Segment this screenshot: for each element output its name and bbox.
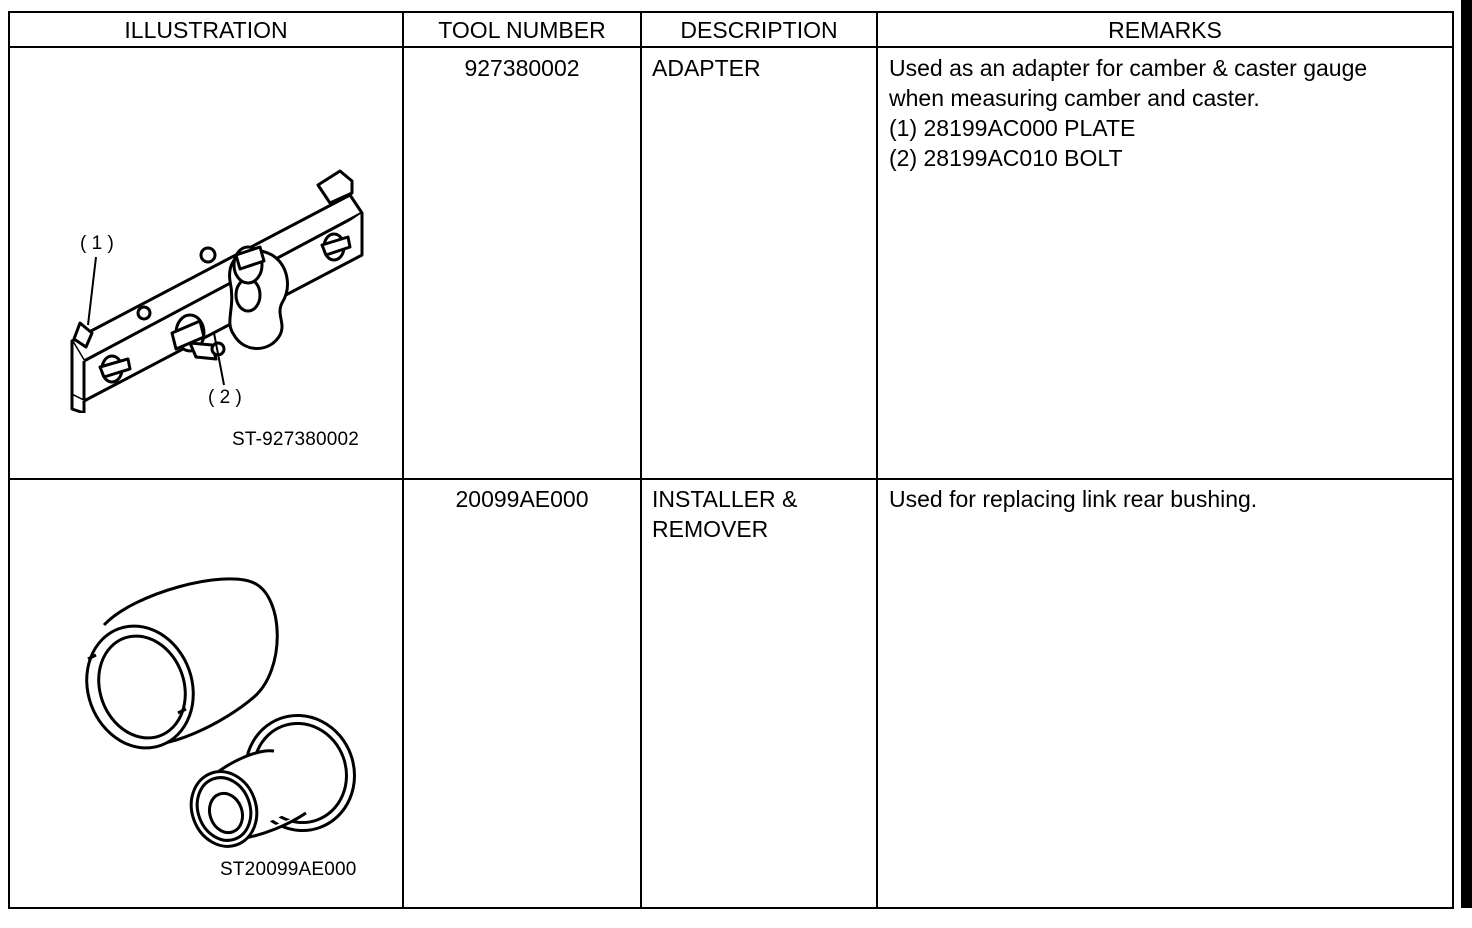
remarks-2 xyxy=(889,484,1449,514)
description-line: ADAPTER xyxy=(652,55,761,81)
callout-1: ( 1 ) xyxy=(80,233,114,254)
callout-1-leader xyxy=(80,255,120,335)
tool-number-2: 20099AE000 xyxy=(455,486,589,512)
remark-line: (1) 28199AC000 PLATE xyxy=(889,115,1136,141)
description-1 xyxy=(652,53,876,83)
illustration-caption-1: ST-927380002 xyxy=(232,429,360,450)
callout-2: ( 2 ) xyxy=(208,387,242,408)
callout-2-leader xyxy=(200,331,240,391)
header-tool-number: TOOL NUMBER xyxy=(438,17,606,43)
description-2 xyxy=(652,484,876,544)
header-illustration: ILLUSTRATION xyxy=(124,17,288,43)
tool-number-1: 927380002 xyxy=(464,55,580,81)
description-line: REMOVER xyxy=(652,516,769,542)
remark-line: when measuring camber and caster. xyxy=(889,85,1260,111)
remark-line: (2) 28199AC010 BOLT xyxy=(889,145,1123,171)
column-divider xyxy=(876,13,878,907)
remark-line: Used as an adapter for camber & caster gauge xyxy=(889,55,1368,81)
scan-edge-bar xyxy=(1461,0,1472,928)
header-remarks: REMARKS xyxy=(1108,17,1222,43)
description-line: INSTALLER & xyxy=(652,486,798,512)
row-divider xyxy=(10,478,1452,480)
scan-edge-gap xyxy=(1461,908,1472,928)
remark-line: Used for replacing link rear bushing. xyxy=(889,486,1258,512)
installer-remover-illustration xyxy=(74,563,374,868)
special-tools-table xyxy=(8,11,1454,909)
remarks-1 xyxy=(889,53,1449,173)
header-description: DESCRIPTION xyxy=(680,17,838,43)
column-divider xyxy=(640,13,642,907)
illustration-caption-2: ST20099AE000 xyxy=(220,859,357,880)
bushing-tool-drawing xyxy=(74,563,374,863)
column-divider xyxy=(402,13,404,907)
